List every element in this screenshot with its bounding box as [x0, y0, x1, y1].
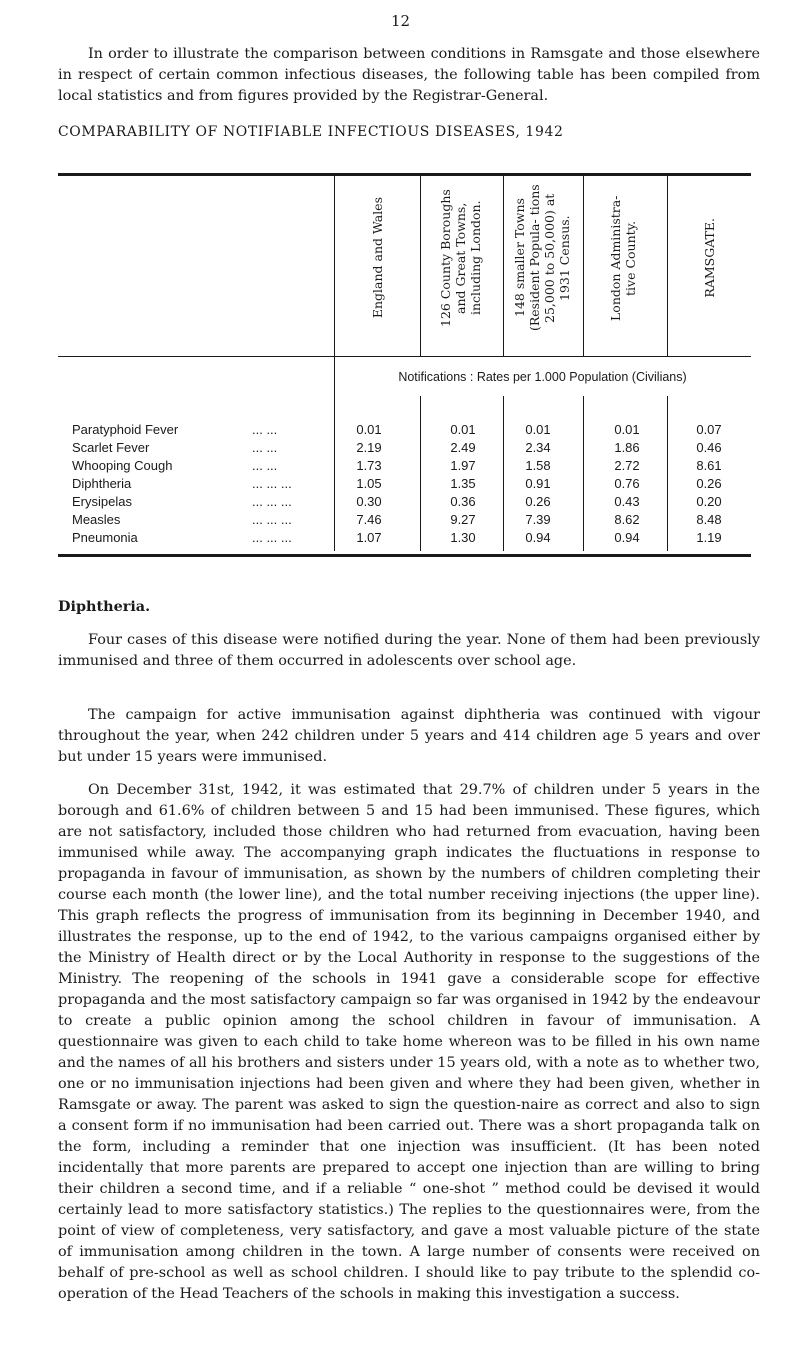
column-header-smaller-towns: 148 smaller Towns (Resident Popula- tions 25,000 to 50,000) at 1931 Census. [512, 184, 572, 332]
rate-cell: 0.26 [696, 476, 722, 491]
rate-cell: 1.30 [450, 530, 476, 545]
section-heading: Diphtheria. [58, 598, 151, 615]
rate-cell: 1.07 [356, 530, 382, 545]
table-row [58, 494, 751, 512]
header-rule [58, 356, 751, 357]
rate-cell: 0.01 [450, 422, 476, 437]
rate-cell: 0.36 [450, 494, 476, 509]
column-header-county-boroughs: 126 County Boroughs and Great Towns, including London. [437, 189, 483, 327]
disease-label: Diphtheria ... ... ... [72, 476, 292, 491]
rate-cell: 0.94 [525, 530, 551, 545]
rate-cell: 0.30 [356, 494, 382, 509]
rate-cell: 2.49 [450, 440, 476, 455]
table-row [58, 440, 751, 458]
rate-cell: 0.01 [525, 422, 551, 437]
disease-label: Measles ... ... ... [72, 512, 292, 527]
table-title: COMPARABILITY OF NOTIFIABLE INFECTIOUS DISEASES, 1942 [58, 124, 564, 140]
body-paragraph: On December 31st, 1942, it was estimated that 29.7% of children under 5 years in the borough and 61.6% of children between 5 and 15 had been immunised. These figures, which are not satisfactory, included those children who had returned from evacuation, having been immunised while away. The accompanying graph indicates the fluctuations in response to propaganda in favour of immunisation, as shown by the numbers of children completing their course each month (the lower line), and the total number receiving injections (the upper line). This graph reflects the progress of immunisation from its beginning in December 1940, and illustrates the response, up to the end of 1942, to the various campaigns organised either by the Ministry of Health direct or by the Local Authority in response to the suggestions of the Ministry. The reopening of the schools in 1941 gave a considerable scope for effective propaganda and the most satisfactory campaign so far was organised in 1942 by the endeavour to create a public opinion among the school children in favour of immunisation. A questionnaire was given to each child to take home whereon was to be filled in his own name and the names of all his brothers and sisters under 15 years old, with a note as to whether two, one or no immunisation injections had been given and where they had been given, whether in Ramsgate or away. The parent was asked to sign the question-naire as correct and also to sign a consent form if no immunisation had been carried out. There was a short propaganda talk on the form, including a reminder that one injection was insufficient. (It has been noted incidentally that more parents are prepared to accept one injection than are willing to bring their children a second time, and if a reliable “ one-shot ” method could be devised it would certainly lead to more satisfactory statistics.) The replies to the questionnaires were, from the point of view of completeness, very satisfactory, and gave a most valuable picture of the state of immunisation among children in the town. A large number of consents were received on behalf of pre-school as well as school children. I should like to pay tribute to the splendid co-operation of the Head Teachers of the schools in making this investigation a success. [58, 782, 760, 1302]
column-header-london-county: London Administra- tive County. [608, 195, 638, 321]
table-row [58, 512, 751, 530]
rate-cell: 2.19 [356, 440, 382, 455]
rate-cell: 1.05 [356, 476, 382, 491]
rate-cell: 0.20 [696, 494, 722, 509]
disease-label: Paratyphoid Fever ... ... [72, 422, 278, 437]
rate-cell: 7.39 [525, 512, 551, 527]
disease-label: Scarlet Fever ... ... [72, 440, 278, 455]
rate-cell: 0.91 [525, 476, 551, 491]
rate-cell: 0.01 [356, 422, 382, 437]
table-row [58, 476, 751, 494]
rate-cell: 0.94 [614, 530, 640, 545]
intro-paragraph: In order to illustrate the comparison between conditions in Ramsgate and those elsewhere in respect of certain common infectious diseases, the following table has been compiled from local statistics and from figures provided by the Registrar-General. [58, 46, 760, 104]
disease-label: Whooping Cough ... ... [72, 458, 278, 473]
rate-cell: 1.86 [614, 440, 640, 455]
disease-label: Pneumonia ... ... ... [72, 530, 292, 545]
rate-cell: 1.73 [356, 458, 382, 473]
column-header-ramsgate: RAMSGATE. [701, 218, 717, 298]
rate-cell: 0.07 [696, 422, 722, 437]
page-number: 12 [390, 12, 411, 30]
rate-cell: 8.48 [696, 512, 722, 527]
rate-cell: 0.46 [696, 440, 722, 455]
disease-label: Erysipelas ... ... ... [72, 494, 292, 509]
rate-cell: 2.34 [525, 440, 551, 455]
rate-cell: 0.01 [614, 422, 640, 437]
rate-cell: 0.26 [525, 494, 551, 509]
rate-cell: 8.61 [696, 458, 722, 473]
rate-cell: 9.27 [450, 512, 476, 527]
rate-cell: 7.46 [356, 512, 382, 527]
rate-cell: 1.97 [450, 458, 476, 473]
table-row [58, 530, 751, 548]
column-header-england-wales: England and Wales [369, 197, 385, 319]
table-row [58, 422, 751, 440]
rate-cell: 1.35 [450, 476, 476, 491]
rate-cell: 0.76 [614, 476, 640, 491]
table-row [58, 458, 751, 476]
rate-cell: 8.62 [614, 512, 640, 527]
rate-cell: 1.58 [525, 458, 551, 473]
table-subheading: Notifications : Rates per 1.000 Population (Civilians) [398, 370, 687, 384]
rate-cell: 0.43 [614, 494, 640, 509]
body-paragraph: The campaign for active immunisation against diphtheria was continued with vigour throughout the year, when 242 children under 5 years and 414 children age 5 years and over but under 15 years were immunised. [58, 707, 760, 765]
rate-cell: 2.72 [614, 458, 640, 473]
comparison-table [58, 173, 751, 557]
rate-cell: 1.19 [696, 530, 722, 545]
body-paragraph: Four cases of this disease were notified during the year. None of them had been previously immunised and three of them occurred in adolescents over school age. [58, 632, 760, 669]
